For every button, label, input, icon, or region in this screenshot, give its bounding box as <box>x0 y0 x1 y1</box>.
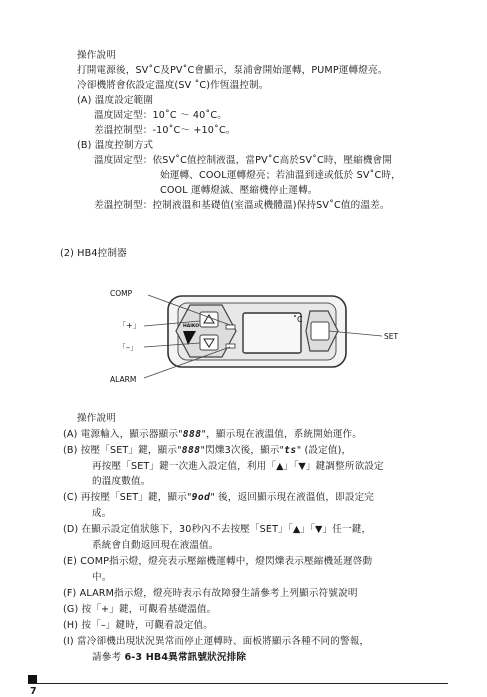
temp-control-line-2: 始運轉、COOL運轉燈亮；若油溫到達或低於 SV˚C時， <box>160 170 401 181</box>
step-b-line-1 <box>63 445 351 457</box>
step-a-post: "，顯示現在液溫值，系統開始運作。 <box>201 429 362 440</box>
step-c-pre: (C) 再按壓「SET」鍵，顯示" <box>63 492 192 503</box>
hb4-controller-diagram <box>110 283 410 388</box>
step-e-line-1: (E) COMP指示燈，燈亮表示壓縮機運轉中，燈閃爍表示壓縮機延遲啓動 <box>63 556 373 567</box>
alarm-indicator-led <box>226 344 235 348</box>
troubleshooting-reference: 6-3 HB4異常訊號狀況排除 <box>124 652 247 663</box>
down-button[interactable] <box>200 335 218 350</box>
intro-line-1: 打開電源後，SV˚C及PV˚C會顯示，泵浦會開始運轉，PUMP運轉燈亮。 <box>77 65 388 76</box>
step-b-mid: "閃爍3次後，顯示" <box>200 445 285 456</box>
footer-rule <box>28 683 448 684</box>
step-b-pre: (B) 按壓「SET」鍵，顯示" <box>63 445 182 456</box>
minus-key-label: 「–」 <box>118 343 138 352</box>
step-b-line-3: 的溫度數值。 <box>92 476 151 487</box>
step-f: (F) ALARM指示燈，燈亮時表示有故障發生請參考上列顯示符號說明 <box>63 588 358 599</box>
temp-range-fixed: 溫度固定型：10˚C ～ 40˚C。 <box>94 110 227 121</box>
temp-control-line-4: 差溫控制型：控制液溫和基礎值(室溫或機體溫)保持SV˚C值的溫差。 <box>94 200 390 211</box>
step-c-line-2: 成。 <box>92 508 112 519</box>
step-i-line-1: (I) 當冷卻機出現狀況異常而停止運轉時、面板將顯示各種不同的警報， <box>63 636 370 647</box>
step-b-line-2: 再按壓「SET」鍵一次進入設定值，利用「▲」「▼」鍵調整所欲設定 <box>92 461 384 472</box>
step-c-line-1 <box>63 492 374 504</box>
plus-key-label: 「+」 <box>118 321 141 330</box>
step-h: (H) 按「–」鍵時，可觀看設定值。 <box>63 620 213 631</box>
section1-heading: 操作說明 <box>77 50 116 61</box>
step-b-post: " (設定值)， <box>296 445 352 456</box>
step-a <box>63 429 362 441</box>
step-i-pre: 請參考 <box>92 652 125 663</box>
intro-line-2: 冷卻機將會依設定溫度(SV ˚C)作恆溫控制。 <box>77 80 269 91</box>
step-e-line-2: 中。 <box>92 572 112 583</box>
display-code-ts: ts <box>284 445 297 456</box>
step-d-line-1: (D) 在顯示設定值狀態下，30秒內不去按壓「SET」「▲」「▼」任一鍵， <box>63 524 372 535</box>
comp-indicator-led <box>226 325 235 329</box>
alarm-label: ALARM <box>110 375 137 384</box>
temp-range-title: (A) 溫度設定範圍 <box>77 95 154 106</box>
section3-heading: 操作說明 <box>77 413 116 424</box>
step-d-line-2: 系統會自動返回現在液溫值。 <box>92 540 219 551</box>
display-code-god: 9od <box>191 492 211 503</box>
page-number: 7 <box>30 686 37 697</box>
step-g: (G) 按「+」鍵，可觀看基礎溫值。 <box>63 604 217 615</box>
temp-control-line-3: COOL 運轉燈滅、壓縮機停止運轉。 <box>160 185 318 196</box>
temp-control-title: (B) 溫度控制方式 <box>77 140 154 151</box>
temp-range-diff: 差溫控制型：-10˚C～ +10˚C。 <box>94 125 236 136</box>
display-code-888: 888 <box>182 429 202 440</box>
comp-label: COMP <box>110 289 133 298</box>
step-i-line-2 <box>92 652 246 664</box>
set-button[interactable] <box>311 322 329 340</box>
step-a-pre: (A) 電源輸入，顯示器顯示" <box>63 429 183 440</box>
temp-control-line-1: 溫度固定型：依SV˚C值控制液溫，當PV˚C高於SV˚C時，壓縮機會開 <box>94 155 393 166</box>
display-unit-celsius: ˚C <box>293 315 303 324</box>
hb4-section-title: (2) HB4控制器 <box>60 248 127 259</box>
step-c-post: " 後，返回顯示現在液溫值，即設定完 <box>210 492 375 503</box>
set-label: SET <box>384 332 399 341</box>
display-code-888-flash: 888 <box>181 445 201 456</box>
brand-logo-text: HAIKO <box>183 324 200 329</box>
